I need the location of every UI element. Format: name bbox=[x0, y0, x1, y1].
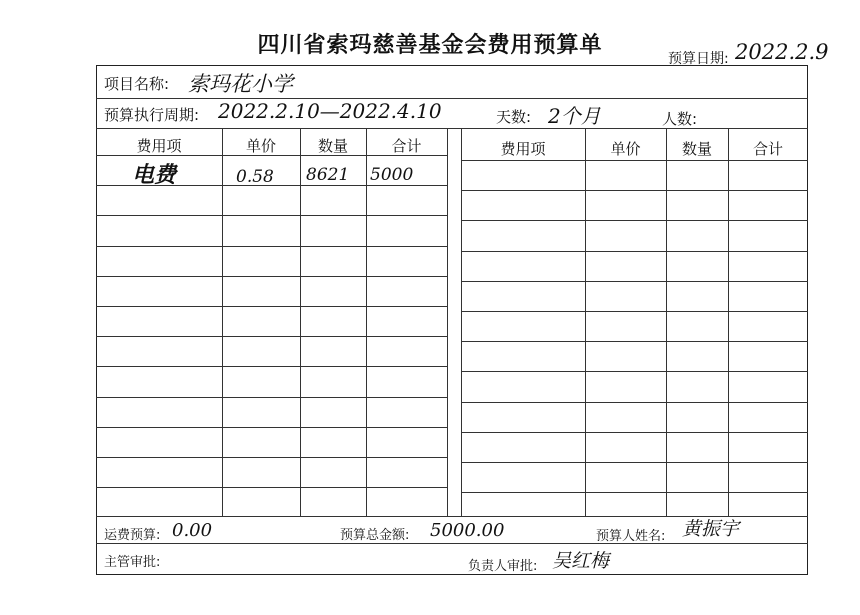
row-line bbox=[461, 220, 808, 221]
column-line bbox=[585, 128, 586, 516]
budget-date-value: 2022.2.9 bbox=[735, 40, 829, 64]
responsible-approval-label: 负责人审批: bbox=[468, 559, 538, 574]
freight-value: 0.00 bbox=[172, 520, 213, 541]
row-line bbox=[461, 311, 808, 312]
row-line bbox=[96, 457, 447, 458]
days-label: 天数: bbox=[496, 108, 532, 126]
total-amount-value: 5000.00 bbox=[430, 520, 505, 541]
preparer-signature: 黄振宇 bbox=[682, 518, 740, 540]
row-line bbox=[461, 251, 808, 252]
col-header-qty: 数量 bbox=[317, 137, 348, 155]
table-cell-item: 电费 bbox=[132, 162, 177, 188]
row-line bbox=[461, 432, 808, 433]
row-line bbox=[461, 492, 808, 493]
row-line bbox=[96, 366, 447, 367]
col-header-total: 合计 bbox=[752, 140, 783, 158]
form-title: 四川省索玛慈善基金会费用预算单 bbox=[257, 33, 603, 58]
people-label: 人数: bbox=[662, 110, 698, 128]
total-amount-label: 预算总金额: bbox=[340, 528, 410, 543]
responsible-signature: 吴红梅 bbox=[552, 550, 610, 572]
table-cell-total: 5000 bbox=[370, 165, 414, 185]
row-line bbox=[96, 487, 447, 488]
row-line bbox=[96, 336, 447, 337]
col-header-price: 单价 bbox=[245, 137, 276, 155]
table-cell-qty: 8621 bbox=[306, 165, 350, 185]
freight-label: 运费预算: bbox=[104, 528, 161, 543]
col-header-total: 合计 bbox=[391, 137, 422, 155]
period-label: 预算执行周期: bbox=[104, 106, 200, 124]
center-divider-left bbox=[447, 128, 448, 516]
column-line bbox=[728, 128, 729, 516]
row-line bbox=[96, 306, 447, 307]
row-line bbox=[461, 160, 808, 161]
preparer-name-label: 预算人姓名: bbox=[596, 529, 666, 544]
period-value: 2022.2.10—2022.4.10 bbox=[218, 99, 442, 123]
row-line bbox=[96, 246, 447, 247]
supervisor-approval-label: 主管审批: bbox=[104, 555, 161, 570]
row-line bbox=[461, 402, 808, 403]
row-line bbox=[96, 215, 447, 216]
row-line bbox=[96, 427, 447, 428]
footer-divider bbox=[96, 543, 808, 544]
row-line bbox=[461, 190, 808, 191]
budget-date-label: 预算日期: bbox=[668, 51, 729, 67]
row-divider bbox=[96, 128, 808, 129]
row-line bbox=[96, 276, 447, 277]
center-divider-right bbox=[461, 128, 462, 516]
table-cell-price: 0.58 bbox=[236, 167, 274, 187]
project-name-value: 索玛花小学 bbox=[188, 72, 293, 96]
project-name-label: 项目名称: bbox=[104, 75, 170, 93]
col-header-item: 费用项 bbox=[136, 137, 182, 155]
days-value: 2个月 bbox=[548, 104, 601, 128]
row-divider bbox=[96, 98, 808, 99]
col-header-price: 单价 bbox=[610, 140, 641, 158]
row-line bbox=[461, 371, 808, 372]
row-line bbox=[461, 281, 808, 282]
row-line bbox=[461, 341, 808, 342]
col-header-qty: 数量 bbox=[681, 140, 712, 158]
col-header-item: 费用项 bbox=[500, 140, 546, 158]
row-line bbox=[461, 462, 808, 463]
column-line bbox=[666, 128, 667, 516]
row-line bbox=[96, 397, 447, 398]
